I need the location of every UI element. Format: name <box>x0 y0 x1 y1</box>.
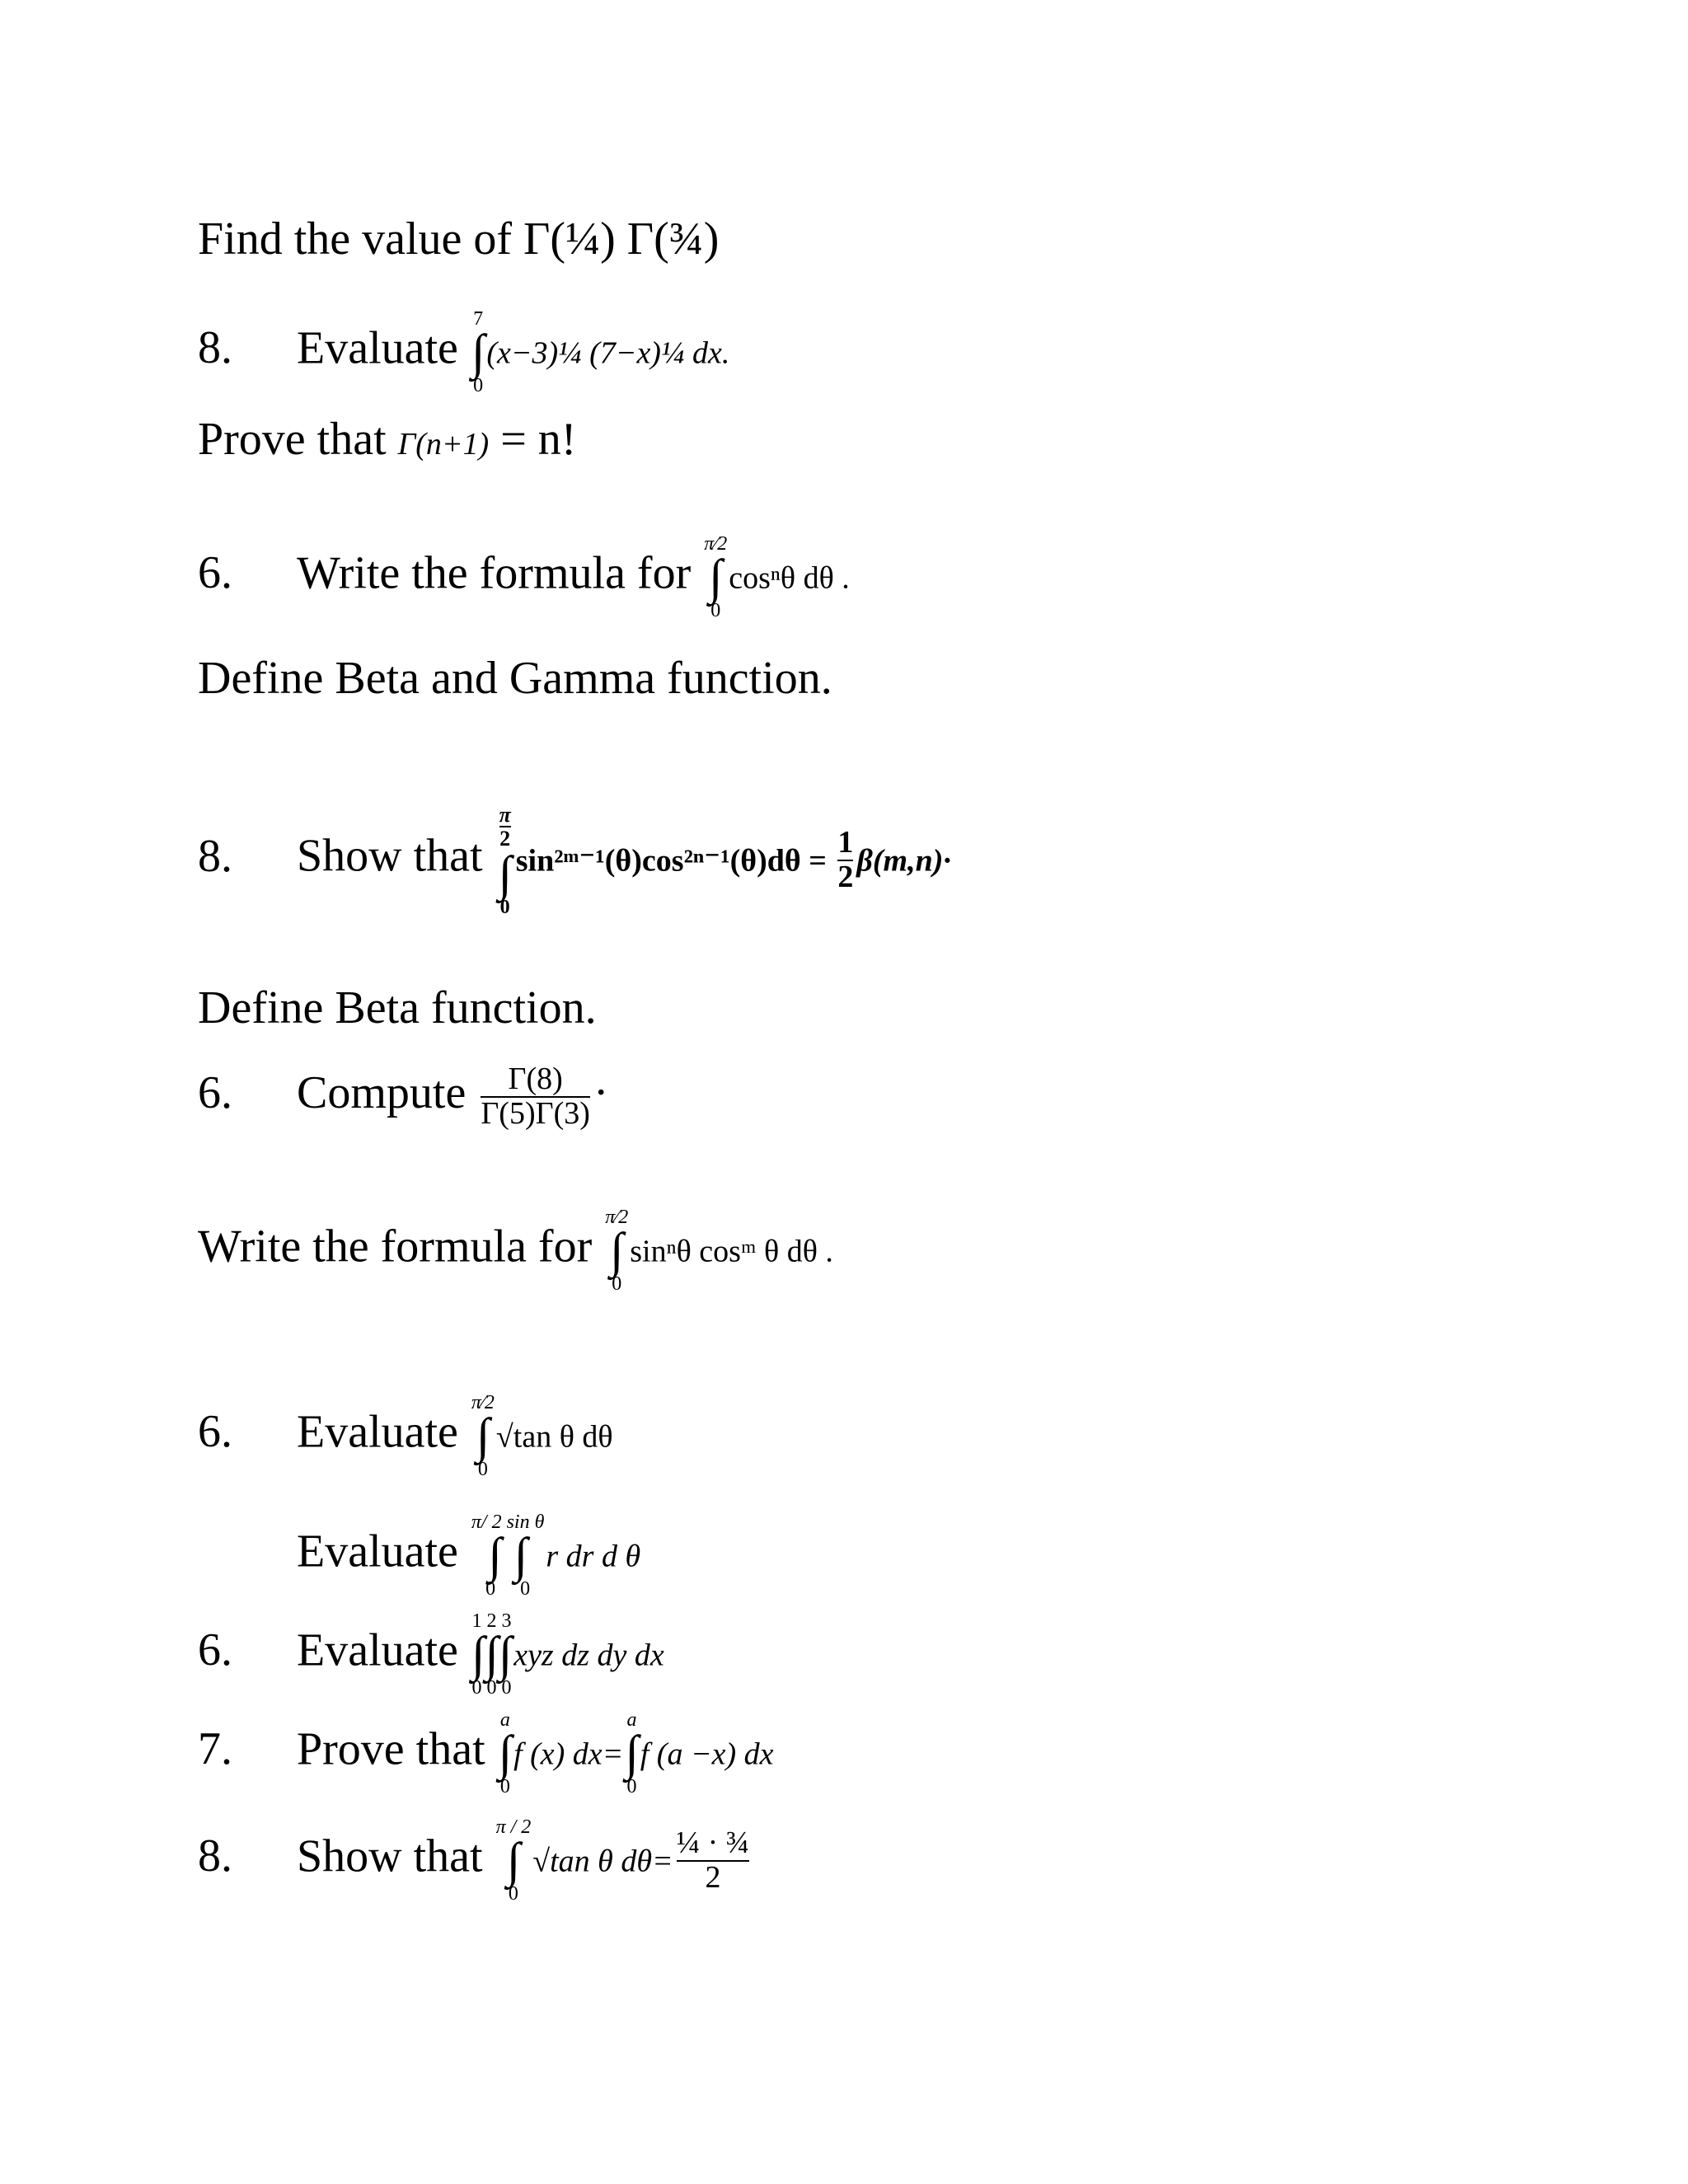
upper-limit: a <box>626 1709 637 1731</box>
integral-sign: π⁄2 ∫ 0 <box>471 1392 495 1480</box>
integrand-left: f (x) dx= <box>513 1736 624 1772</box>
gamma-fraction <box>481 1063 590 1131</box>
integral-sign: a ∫ 0 <box>625 1709 639 1797</box>
upper-limit: π / 2 <box>495 1816 532 1838</box>
question-number: 6. <box>198 1406 232 1458</box>
question-gamma-product <box>198 213 720 265</box>
integral-sign: $\frac{\pi}{2}$ ∫ 0 <box>498 803 512 918</box>
question-evaluate-integral <box>198 309 729 396</box>
question-number: 6. <box>198 547 232 599</box>
question-define-beta-gamma <box>198 653 832 704</box>
lower-limit: 0 <box>477 1459 488 1480</box>
question-text: Prove that <box>198 414 398 465</box>
math-rhs: = n! <box>489 414 577 465</box>
upper-limit: π⁄2 <box>471 1392 495 1413</box>
question-number: 6. <box>198 1066 232 1118</box>
integral-sign: π⁄2 ∫ 0 <box>704 533 728 621</box>
question-formula-cos <box>198 534 850 621</box>
integral-sign: a ∫ 0 <box>498 1709 513 1797</box>
integrand: √tan θ dθ <box>495 1419 613 1455</box>
question-formula-sin-cos <box>198 1207 833 1294</box>
question-number: 8. <box>198 1830 232 1882</box>
integral-sign: π⁄2 ∫ 0 <box>605 1207 629 1295</box>
integrand: (x−3)¼ (7−x)¼ dx. <box>486 335 730 371</box>
question-evaluate-sqrt-tan <box>198 1393 613 1479</box>
upper-limits: π/ 2 sin θ <box>471 1511 545 1533</box>
fraction-half <box>837 824 854 894</box>
denominator: 2 <box>705 1859 721 1895</box>
beta-expression: β(m,n)· <box>856 843 951 879</box>
integrand: sinⁿθ cosᵐ θ dθ . <box>630 1234 833 1269</box>
math-expression: Γ(¼) Γ(¾) <box>523 213 720 265</box>
lower-limit: 0 <box>612 1273 622 1295</box>
question-evaluate-double-integral <box>198 1512 640 1599</box>
question-text: Compute <box>297 1066 478 1118</box>
numerator: 1 <box>837 824 854 860</box>
question-text: Evaluate <box>297 1526 470 1577</box>
upper-limit-numerator: π <box>499 803 511 827</box>
triple-integral-sign: 1 2 3 ∫∫∫ 0 0 0 <box>471 1610 513 1699</box>
question-number: 7. <box>198 1723 232 1775</box>
question-prove-integral-property <box>198 1710 774 1797</box>
question-text: Prove that <box>297 1723 497 1775</box>
integrand: sin²ᵐ⁻¹(θ)cos²ⁿ⁻¹(θ)dθ = <box>515 843 835 879</box>
denominator: Γ(5)Γ(3) <box>481 1095 590 1131</box>
lower-limit: 0 <box>626 1776 637 1797</box>
question-show-sqrt-tan <box>198 1817 753 1904</box>
math-lhs: Γ(n+1) <box>397 427 490 462</box>
integrand: xyz dz dy dx <box>513 1638 664 1673</box>
question-number: 8. <box>198 322 232 374</box>
question-prove-gamma <box>198 414 577 465</box>
question-compute-gamma-ratio <box>198 1063 609 1131</box>
question-text: Evaluate <box>297 322 470 374</box>
question-text: Define Beta and Gamma function. <box>198 653 832 704</box>
lower-limits: 0 0 0 <box>471 1677 512 1699</box>
question-number: 6. <box>198 1624 232 1676</box>
lower-limit: 0 <box>499 896 510 918</box>
question-define-beta <box>198 982 597 1033</box>
integrand: √tan θ dθ= <box>532 1844 673 1879</box>
question-text: Evaluate <box>297 1624 470 1676</box>
question-evaluate-triple-integral <box>198 1611 664 1698</box>
question-text: Show that <box>297 1830 495 1882</box>
question-text: Write the formula for <box>198 1221 604 1272</box>
lower-limit: 0 <box>710 600 721 621</box>
integrand: r dr d θ <box>546 1539 641 1574</box>
lower-limit: 0 <box>473 375 484 396</box>
lower-limits: 0 0 <box>485 1578 531 1600</box>
upper-limit: a <box>499 1709 510 1731</box>
question-show-beta <box>198 804 951 917</box>
question-text: Define Beta function. <box>198 982 597 1033</box>
integrand-right: f (a −x) dx <box>640 1736 774 1772</box>
question-text: Evaluate <box>297 1406 470 1458</box>
question-text: Find the value of <box>198 213 524 265</box>
upper-limit-denominator: 2 <box>499 827 511 851</box>
upper-limit: π⁄2 <box>704 533 728 555</box>
numerator: ¼ · ¾ <box>676 1825 750 1860</box>
lower-limit: 0 <box>508 1883 518 1905</box>
integrand: cosⁿθ dθ . <box>729 560 850 596</box>
upper-limits: 1 2 3 <box>471 1610 512 1632</box>
lower-limit: 0 <box>499 1776 510 1797</box>
question-number: 8. <box>198 830 232 882</box>
question-text: Show that <box>297 830 495 882</box>
double-integral-sign: π/ 2 sin θ ∫ ∫ 0 0 <box>471 1511 545 1600</box>
question-text: Write the formula for <box>297 547 703 599</box>
result-fraction <box>677 1827 750 1895</box>
trailing-dot: · <box>593 1066 609 1118</box>
denominator: 2 <box>837 859 854 894</box>
upper-limit: π⁄2 <box>605 1207 629 1228</box>
numerator: Γ(8) <box>508 1062 563 1096</box>
integral-sign: 7 ∫ 0 <box>471 308 485 396</box>
upper-limit: 7 <box>473 308 484 330</box>
integral-sign: π / 2 ∫ 0 <box>495 1816 532 1905</box>
